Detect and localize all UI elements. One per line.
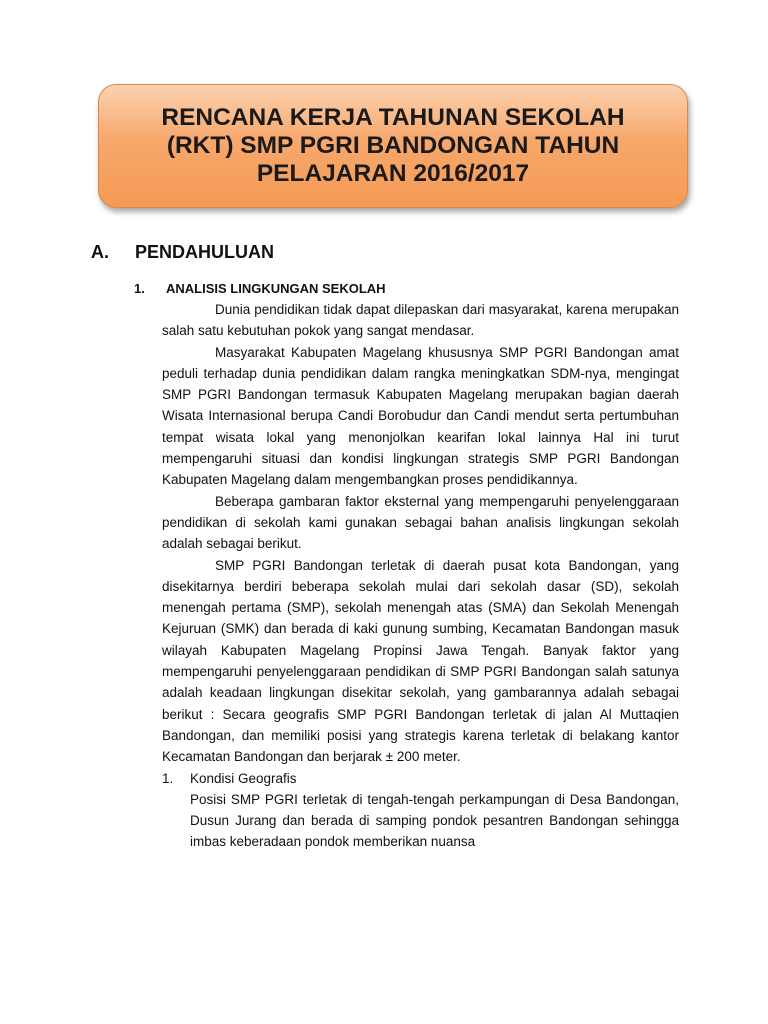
subsection-title: ANALISIS LINGKUNGAN SEKOLAH bbox=[166, 281, 386, 296]
list-item-label: Kondisi Geografis bbox=[190, 770, 297, 786]
numbered-list bbox=[162, 768, 679, 853]
section-title: PENDAHULUAN bbox=[135, 242, 274, 262]
body-text bbox=[162, 299, 679, 853]
list-item bbox=[162, 768, 679, 789]
paragraph: Masyarakat Kabupaten Magelang khususnya SMP PGRI Bandongan amat peduli terhadap dunia pendidikan dalam rangka meningkatkan SDM-nya, mengingat SMP PGRI Bandongan termasuk Kabupaten Magelang merupakan bagian daerah Wisata Internasional berupa Candi Borobudur dan Candi mendut serta pertumbuhan tempat wisata lokal yang menonjolkan kearifan lokal lainnya Hal ini turut mempengaruhi situasi dan kondisi lingkungan strategis SMP PGRI Bandongan Kabupaten Magelang dalam mengembangkan proses pendidikannya. bbox=[162, 344, 679, 488]
subsection-number: 1. bbox=[134, 281, 145, 296]
list-item-paragraph: Posisi SMP PGRI terletak di tengah-tengah perkampungan di Desa Bandongan, Dusun Jurang dan berada di samping pondok pesantren Bandongan sehingga imbas keberadaan pondok memberikan nuansa bbox=[190, 791, 679, 850]
title-line-1: RENCANA KERJA TAHUNAN SEKOLAH bbox=[161, 104, 625, 131]
section-heading bbox=[91, 240, 274, 264]
title-box bbox=[98, 84, 688, 208]
title-line-3: PELAJARAN 2016/2017 bbox=[256, 160, 530, 187]
paragraph: Beberapa gambaran faktor eksternal yang mempengaruhi penyelenggaraan pendidikan di sekolah kami gunakan sebagai bahan analisis lingkungan sekolah adalah sebagai berikut. bbox=[162, 493, 679, 552]
section-number: A. bbox=[91, 242, 109, 262]
title-line-2: (RKT) SMP PGRI BANDONGAN TAHUN bbox=[166, 132, 620, 159]
paragraph: Dunia pendidikan tidak dapat dilepaskan dari masyarakat, karena merupakan salah satu kebutuhan pokok yang sangat mendasar. bbox=[162, 302, 679, 339]
list-item-number: 1. bbox=[162, 770, 174, 786]
subsection-heading bbox=[134, 280, 386, 298]
paragraph: SMP PGRI Bandongan terletak di daerah pusat kota Bandongan, yang disekitarnya berdiri beberapa sekolah mulai dari sekolah dasar (SD), sekolah menengah pertama (SMP), sekolah menengah atas (SMA) dan Sekolah Menengah Kejuruan (SMK) dan berada di kaki gunung sumbing, Kecamatan Bandongan masuk wilayah Kabupaten Magelang Propinsi Jawa Tengah. Banyak faktor yang mempengaruhi penyelenggaraan pendidikan di SMP PGRI Bandongan salah satunya adalah keadaan lingkungan disekitar sekolah, yang gambarannya adalah sebagai berikut : Secara geografis SMP PGRI Bandongan terletak di jalan Al Muttaqien Bandongan, dan memiliki posisi yang strategis karena terletak di belakang kantor Kecamatan Bandongan dan berjarak ± 200 meter. bbox=[162, 557, 679, 765]
